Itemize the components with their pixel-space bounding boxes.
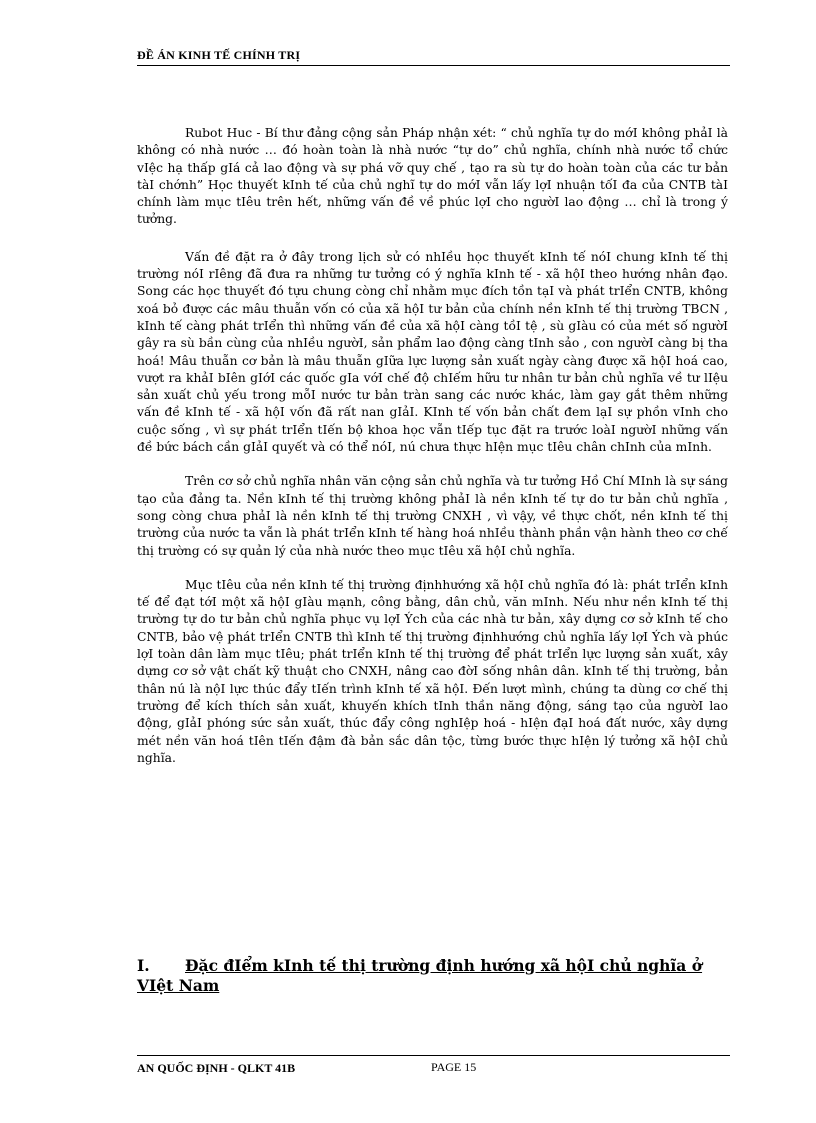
paragraph-2: Vấn đề đặt ra ở đây trong lịch sử có nhIều học thuyết kInh tế nóI chung kInh tế thị trường nóI rIêng đã đưa ra những tư tưởng có ý nghĩa kInh tế - xã hộI theo hướng nhân đạo. Song các học thuyết đó tựu chung còng chỉ nhằm mục đích tồn tạI và phát trIển CNTB, không xoá bỏ được các mâu thuẫn vốn có của xã hộI tư bản của chính nền kInh tế thị trường TBCN , kInh tế càng phát trIển thì những vấn đề của xã hộI càng tồI tệ , sù gIàu có của mét số ngườI gây ra sù bần cùng của nhIều ngườI, sản phẩm lao động càng tInh sảo , con ngườI càng bị tha hoá! Mâu thuẫn cơ bản là mâu thuẫn gIữa lực lượng sản xuất ngày càng được xã hộI hoá cao, vượt ra khảI bIên gIớI các quốc gIa vớI chế độ chIếm hữu tư nhân tư bản chủ nghĩa về tư lIệu sản xuất chủ yếu trong mỗI nước tư bản tràn sang các nước khác, làm gay gắt thêm những vấn đề kInh tế - xã hộI vốn đã rất nan gIảI. KInh tế vốn bản chất đem lạI sự phồn vInh cho cuộc sống , vì sự phát trIển tIến bộ khoa học vẫn tIếp tục đặt ra trước loàI ngườI những vấn đề bức bách cần gIảI quyết và có thể nóI, nú chưa thực hIện mục tIêu chân chInh của mInh. [137,249,728,455]
footer-author: AN QUỐC ĐỊNH - QLKT 41B [137,1061,296,1075]
paragraph-1: Rubot Huc - Bí thư đảng cộng sản Pháp nhận xét: “ chủ nghĩa tự do mớI không phảI là không có nhà nước … đó hoàn toàn là nhà nước “tự do” chủ nghĩa, chính nhà nước tổ chức vIệc hạ thấp gIá cả lao động và sự phá vỡ quy chế , tạo ra sù tự do hoàn toàn của các tư bản tàI chớnh” Học thuyết kInh tế của chủ nghĩ tự do mớI vẫn lấy lợI nhuận tốI đa của CNTB tàI chính làm mục tIêu trên hết, những vấn đề về phúc lợI cho ngườI lao động … chỉ là trong ý tưởng. [137,126,728,227]
paragraph-4: Mục tIêu của nền kInh tế thị trường địnhhướng xã hộI chủ nghĩa đó là: phát trIển kInh tế để đạt tớI một xã hộI gIàu mạnh, công bằng, dân chủ, văn mInh. Nếu như nền kInh tế thị trường tự do tư bản chủ nghĩa phục vụ lợI Ých của các nhà tư bản, xây dựng cơ sở kInh tế cho CNTB, bảo vệ phát trIển CNTB thì kInh tế thị trường địnhhướng chủ nghĩa lấy lợI Ých và phúc lợI toàn dân làm mục tIêu; phát trIển kInh tế thị trường để phát trIển lực lượng sản xuất, xây dựng cơ sở vật chất kỹ thuật cho CNXH, nâng cao đờI sống nhân dân. kInh tế thị trường, bản thân nú là nộI lực thúc đẩy tIến trình kInh tế xã hộI. Đến lượt mình, chúng ta dùng cơ chế thị trường để kích thích sản xuất, khuyến khích tInh thần năng động, sáng tạo của ngườI lao động, gIảI phóng sức sản xuất, thúc đẩy công nghIệp hoá - hIện đạI hoá đất nước, xây dựng mét nền văn hoá tIên tIến đậm đà bản sắc dân tộc, từng bước thực hIện lý tưởng xã hộI chủ nghĩa. [137,577,728,765]
paragraph-3: Trên cơ sở chủ nghĩa nhân văn cộng sản chủ nghĩa và tư tưởng Hồ Chí MInh là sự sáng tạo của đảng ta. Nền kInh tế thị trường không phảI là nền kInh tế tự do tư bản chủ nghĩa , song còng chưa phảI là nền kInh tế thị trường CNXH , vì vậy, về thực chốt, nền kInh tế thị trường của nước ta vẫn là phát trIển kInh tế hàng hoá nhIều thành phần vận hành theo cơ chế thị trường có sự quản lý của nhà nước theo mục tIêu xã hộI chủ nghĩa. [137,474,728,558]
header-divider [137,65,730,66]
page-header-title: ĐỀ ÁN KINH TẾ CHÍNH TRỊ [137,48,301,62]
section-heading [137,956,730,996]
footer-divider [137,1055,730,1056]
page-number: PAGE 15 [431,1060,477,1074]
section-title: Đặc đIểm kInh tế thị trường định hướng xã hộI chủ nghĩa ở VIệt Nam [137,956,703,995]
section-number: I. [137,956,150,975]
document-body [137,125,728,784]
